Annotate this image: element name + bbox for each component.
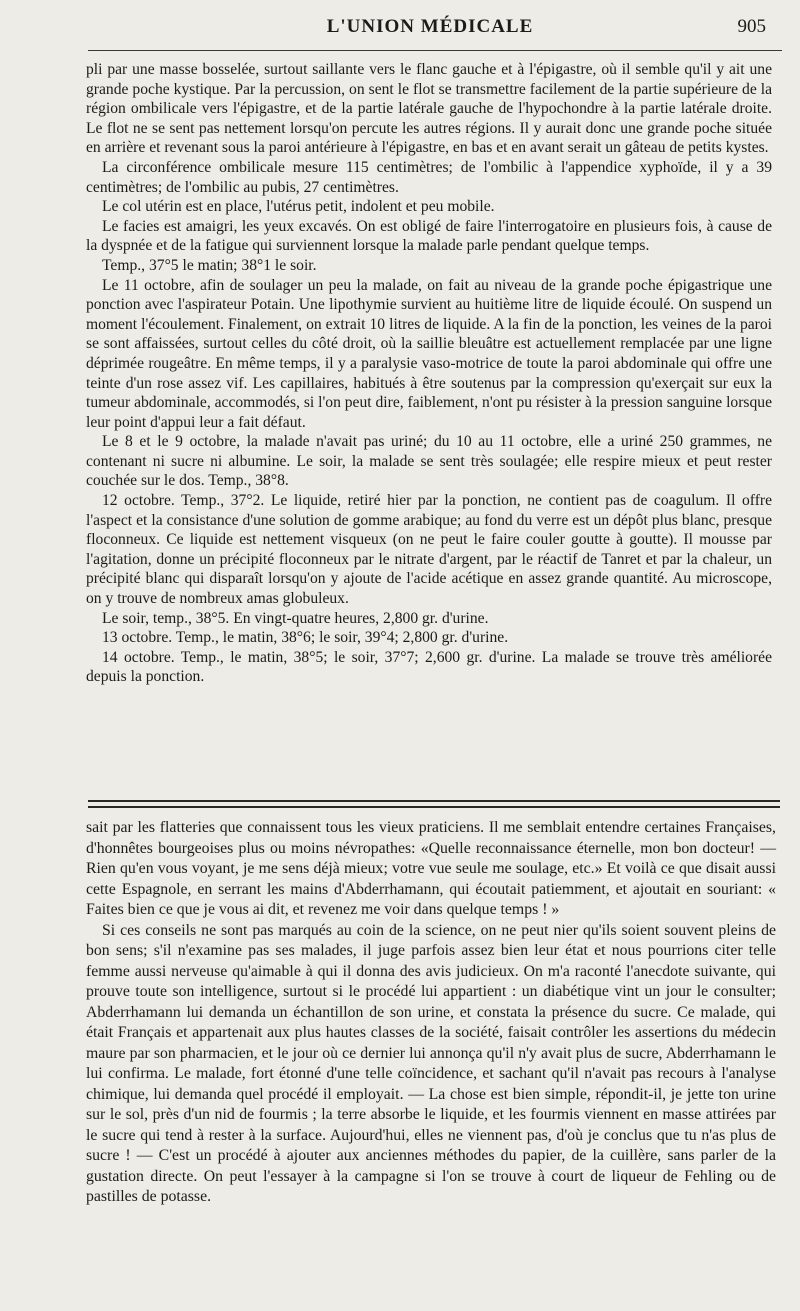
feuilleton-text	[86, 818, 776, 1208]
clinical-paragraph: Le 11 octobre, afin de soulager un peu la malade, on fait au niveau de la grande poche épigastrique une ponction avec l'aspirateur Potain. Une lipothymie survient au huitième litre de liquide écoulé. On suspend un moment l'écoulement. Finalement, on extrait 10 litres de liquide. A la fin de la ponction, les veines de la paroi se sont affaissées, surtout celles du côté droit, où la saillie bleuâtre est actuellement remplacée par une ligne déprimée rougeâtre. En même temps, il y a paralysie vaso-motrice de toute la paroi abdominale qui offre une teinte d'un rose assez vif. Les capillaires, habitués à être soutenus par la compression qu'exerçait sur eux la tumeur abdominale, accommodés, si l'on peut dire, faiblement, n'ont pu résister à la pression sanguine lorsque leur point d'appui leur a fait défaut.	[86, 276, 772, 431]
feuilleton-separator	[88, 800, 780, 808]
clinical-paragraph: 13 octobre. Temp., le matin, 38°6; le soir, 39°4; 2,800 gr. d'urine.	[102, 629, 509, 647]
clinical-paragraph: Le facies est amaigri, les yeux excavés. On est obligé de faire l'interrogatoire en plusieurs fois, à cause de la dyspnée et de la fatigue qui surviennent lorsque la malade parle pendant quelque temps.	[86, 217, 772, 255]
clinical-paragraph: Le 8 et le 9 octobre, la malade n'avait pas uriné; du 10 au 11 octobre, elle a uriné 250 grammes, ne contenant ni sucre ni albumine. Le soir, la malade se sent très soulagée; elle respire mieux et peut rester couchée sur le dos. Temp., 38°8.	[86, 433, 772, 490]
clinical-paragraph: Le soir, temp., 38°5. En vingt-quatre heures, 2,800 gr. d'urine.	[102, 609, 489, 627]
feuilleton-paragraph: Si ces conseils ne sont pas marqués au coin de la science, on ne peut nier qu'ils soient souvent pleins de bon sens; s'il n'examine pas ses malades, il juge parfois assez bien leur état et nous pourrions citer telle femme aussi nerveuse qu'aimable à qui il donna des avis judicieux. On m'a raconté l'anecdote suivante, qui prouve toute son intelligence, surtout si le procédé lui appartient : un diabétique vint un jour le consulter; Abderrhamann lui demanda un échantillon de son urine, et constata la présence du sucre. Ce malade, qui était Français et appartenait aux plus hautes classes de la société, faisait contrôler les assertions du médecin maure par son pharmacien, et le jour où ce dernier lui annonça qu'il n'y avait plus de sucre, Abderrhamann le lui confirma. Le malade, fort étonné d'une telle coïncidence, et sachant qu'il n'avait pas recours à l'analyse chimique, lui demanda quel procédé il employait. — La chose est bien simple, répondit-il, je jette ton urine sur le sol, près d'un nid de fourmis ; la terre absorbe le liquide, et les fourmis viennent en masse attirées par le sucre qui tend à rester à la surface. Aujourd'hui, elles ne viennent pas, d'où je conclus que tu n'as plus de sucre ! — C'est un procédé à ajouter aux anciennes méthodes du papier, de la cuillère, sans parler de la gustation directe. On peut l'essayer à la campagne si l'on se trouve à court de liqueur de Fehling ou de pastilles de potasse.	[86, 921, 776, 1205]
clinical-paragraph: Temp., 37°5 le matin; 38°1 le soir.	[102, 256, 317, 274]
clinical-paragraph: pli par une masse bosselée, surtout saillante vers le flanc gauche et à l'épigastre, où il semble qu'il y ait une grande poche kystique. Par la percussion, on sent le flot se transmettre facilement de la partie supérieure de la région ombilicale vers l'épigastre, et de la partie latérale gauche de l'hypochondre à la partie latérale droite. Le flot ne se sent pas nettement lorsqu'on percute les autres régions. Il y aurait donc une grande poche située en arrière et revenant sous la paroi antérieure à l'épigastre, en bas et en avant serait un gâteau de petits kystes.	[86, 61, 772, 157]
running-header	[88, 16, 772, 44]
clinical-paragraph: Le col utérin est en place, l'utérus petit, indolent et peu mobile.	[102, 198, 495, 216]
clinical-paragraph: 14 octobre. Temp., le matin, 38°5; le soir, 37°7; 2,600 gr. d'urine. La malade se trouve très améliorée depuis la ponction.	[86, 648, 772, 686]
clinical-paragraph: La circonférence ombilicale mesure 115 centimètres; de l'ombilic à l'appendice xyphoïde, il y a 39 centimètres; de l'ombilic au pubis, 27 centimètres.	[86, 158, 772, 196]
page-number: 905	[737, 16, 766, 37]
clinical-observation	[86, 60, 772, 687]
journal-title: L'UNION MÉDICALE	[326, 16, 534, 37]
feuilleton-paragraph: sait par les flatteries que connaissent tous les vieux praticiens. Il me semblait entendre certaines Françaises, d'honnêtes bourgeoises plus ou moins névropathes: «Quelle reconnaissance éternelle, mon bon docteur! — Rien qu'en vous voyant, je me sens déjà mieux; votre vue seule me soulage, etc.» Et voilà ce que disait aussi cette Espagnole, en serrant les mains d'Abderrhamann, qui écoutait patiemment, et ajoutait en souriant: « Faites bien ce que je vous ai dit, et revenez me voir dans quelque temps ! »	[86, 819, 776, 918]
clinical-paragraph: 12 octobre. Temp., 37°2. Le liquide, retiré hier par la ponction, ne contient pas de coagulum. Il offre l'aspect et la consistance d'une solution de gomme arabique; au fond du verre est un dépôt plus blanc, presque floconneux. Ce liquide est nettement visqueux (on ne peut le faire couler goutte à goutte). Il mousse par l'agitation, donne un précipité floconneux par le nitrate d'argent, par le réactif de Tanret et par la chaleur, un précipité blanc qui disparaît lorsqu'on y ajoute de l'acide acétique en assez grande quantité. Au microscope, on y trouve de nombreux amas globuleux.	[86, 492, 772, 608]
header-rule	[88, 50, 782, 51]
